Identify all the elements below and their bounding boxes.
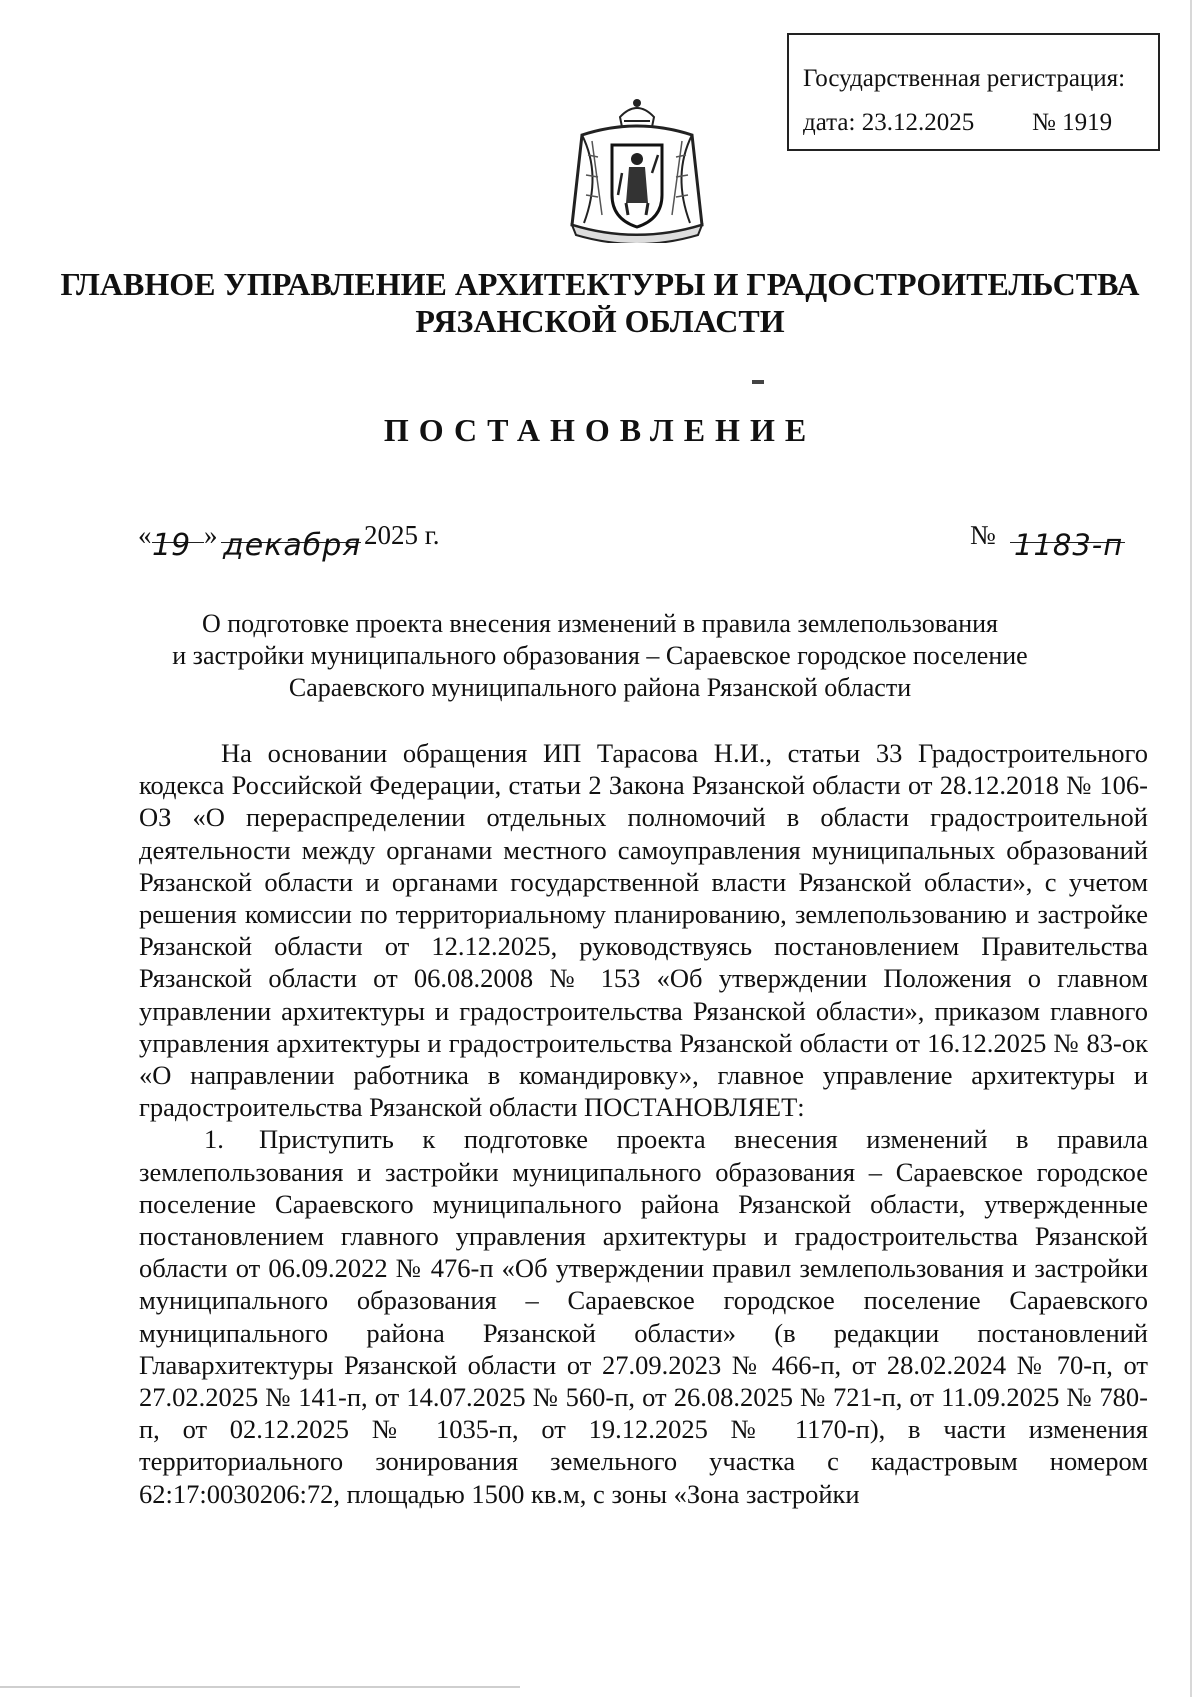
date-close-quote: » — [204, 520, 218, 550]
registration-number: № 1919 — [1032, 109, 1113, 136]
title-line: Сараевского муниципального района Рязанской области — [288, 673, 912, 702]
title-line: и застройки муниципального образования – Сараевское городское поселение — [172, 641, 1028, 670]
resolution-item — [139, 1123, 1148, 1509]
number-sign: № — [970, 520, 996, 550]
date-day-field — [152, 520, 204, 563]
date-open-quote: « — [138, 520, 152, 550]
number-handwritten: 1183-п — [1014, 528, 1124, 562]
coat-of-arms-icon — [562, 95, 712, 243]
scan-bottom-line — [0, 1686, 520, 1688]
registration-date: дата: 23.12.2025 — [803, 109, 975, 136]
date-year: 2025 г. — [364, 520, 440, 550]
preamble-paragraph: На основании обращения ИП Тарасова Н.И., статьи 33 Градостроительного кодекса Российской Федерации, статьи 2 Закона Рязанской области от 28.12.2018 № 106-ОЗ «О перераспределении отдельных полномочий в области градостроительной деятельности между органами местного самоуправления муниципальных образований Рязанской области и органами государственной власти Рязанской области», с учетом решения комиссии по территориальному планированию, землепользованию и застройке Рязанской области от 12.12.2025, руководствуясь постановлением Правительства Рязанской области от 06.08.2008 № 153 «Об утверждении Положения о главном управлении архитектуры и градостроительства Рязанской области», приказом главного управления архитектуры и градостроительства Рязанской области от 16.12.2025 № 83-ок «О направлении работника в командировку», главное управление архитектуры и градостроительства Рязанской области ПОСТАНОВЛЯЕТ: — [139, 738, 1148, 1123]
scan-edge-line — [1190, 0, 1192, 1697]
document-title — [0, 608, 1200, 704]
organization-name-line-1: ГЛАВНОЕ УПРАВЛЕНИЕ АРХИТЕКТУРЫ И ГРАДОСТРОИТЕЛЬСТВА — [60, 266, 1140, 302]
item-text: Приступить к подготовке проекта внесения изменений в правила землепользования и застройки муниципального образования – Сараевское городское поселение Сараевского муниципального района Рязанской области, утвержденные постановлением главного управления архитектуры и градостроительства Рязанской области от 06.09.2022 № 476-п «Об утверждении правил землепользования и застройки муниципального образования – Сараевское городское поселение Сараевского муниципального района Рязанской области» (в редакции постановлений Главархитектуры Рязанской области от 27.09.2023 № 466-п, от 28.02.2024 № 70-п, от 27.02.2025 № 141-п, от 14.07.2025 № 560-п, от 26.08.2025 № 721-п, от 11.09.2025 № 780-п, от 02.12.2025 № 1035-п, от 19.12.2025 № 1170-п), в части изменения территориального зонирования земельного участка с кадастровым номером 62:17:0030206:72, площадью 1500 кв.м, с зоны «Зона застройки — [139, 1124, 1148, 1509]
document-type: ПОСТАНОВЛЕНИЕ — [383, 412, 817, 448]
registration-title: Государственная регистрация: — [803, 65, 1126, 92]
organization-name-line-2: РЯЗАНСКОЙ ОБЛАСТИ — [415, 303, 785, 339]
date-month-field — [221, 520, 362, 563]
number-field — [1010, 520, 1125, 562]
title-line: О подготовке проекта внесения изменений в правила землепользования — [201, 609, 998, 638]
document-date — [138, 512, 458, 563]
document-body — [139, 737, 1148, 1510]
document-number — [970, 512, 1160, 562]
date-day-handwritten: 19 — [152, 528, 191, 563]
date-month-handwritten: декабря — [223, 528, 362, 563]
item-number: 1. — [204, 1124, 224, 1155]
dash-mark — [752, 380, 764, 384]
registration-stamp — [787, 33, 1160, 151]
